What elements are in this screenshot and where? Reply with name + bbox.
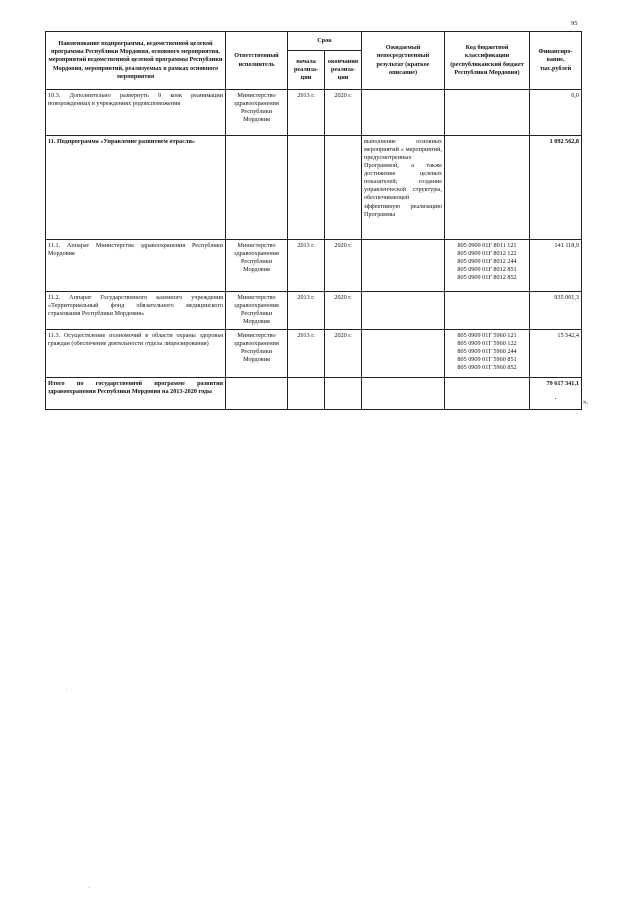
row-name: 11.3. Осуществление полномочий в области охраны здоровья граждан (обеспечение деятельности отдела лицензирования) xyxy=(46,330,226,378)
total-mark: . xyxy=(554,394,557,402)
budget-code: 805 0909 01Г 8011 121 xyxy=(457,242,517,249)
page-number: 95 xyxy=(571,20,578,27)
row-result xyxy=(362,292,445,330)
program-table xyxy=(45,31,582,410)
row-end: 2020 г. xyxy=(325,240,362,292)
budget-code: 805 0909 01Г 5960 122 xyxy=(457,340,517,348)
budget-code: 805 0909 01Г 8012 852 xyxy=(457,274,517,282)
row-responsible xyxy=(226,136,288,240)
total-name: Итого по государственной программе развития здравоохранения Республики Мордовия на 2013-2020 годы xyxy=(46,378,226,410)
row-finance: 15 542,4 xyxy=(530,330,582,378)
row-start: 2013 г. xyxy=(288,90,325,136)
table-row xyxy=(46,292,582,330)
row-end: 2020 г. xyxy=(325,330,362,378)
budget-code: 805 0909 01Г 8012 851 xyxy=(457,266,517,274)
total-finance: 79 617 341,1 xyxy=(546,380,580,387)
scan-speck: . xyxy=(88,884,90,890)
row-codes xyxy=(445,292,530,330)
row-codes xyxy=(445,90,530,136)
row-result xyxy=(362,240,445,292)
header-finance: Финансиро-вание, тыс.рублей xyxy=(530,32,582,90)
budget-code: 805 0909 01Г 5960 852 xyxy=(457,364,517,372)
table-row xyxy=(46,136,582,240)
header-term: Срок xyxy=(288,32,362,51)
row-codes xyxy=(445,240,530,292)
row-name: 10.3. Дополнительно развернуть 9 коек реанимации новорожденных в учреждениях родовспоможения xyxy=(46,90,226,136)
row-start: 2013 г. xyxy=(288,240,325,292)
row-name: 11.2. Аппарат Государственного казенного учреждения «Территориальный фонд обязательного медицинского страхования Республики Мордовия» xyxy=(46,292,226,330)
row-responsible: Министерство здравоохранения Республики Мордовия xyxy=(226,90,288,136)
row-finance: 935 001,3 xyxy=(530,292,582,330)
row-responsible: Министерство здравоохранения Республики Мордовия xyxy=(226,292,288,330)
row-start xyxy=(288,136,325,240)
budget-code: 805 0909 01Г 5960 121 xyxy=(457,332,517,339)
row-end: 2020 г. xyxy=(325,292,362,330)
budget-code: 805 0909 01Г 8012 244 xyxy=(457,258,517,266)
budget-code: 805 0909 01Г 5960 851 xyxy=(457,356,517,364)
table-row xyxy=(46,90,582,136)
table-row xyxy=(46,240,582,292)
row-start: 2013 г. xyxy=(288,330,325,378)
budget-code: 805 0909 01Г 5960 244 xyxy=(457,348,517,356)
row-name: 11.1. Аппарат Министерства здравоохранения Республики Мордовия xyxy=(46,240,226,292)
row-responsible: Министерство здравоохранения Республики Мордовия xyxy=(226,330,288,378)
row-finance: 1 092 562,8 xyxy=(530,136,582,240)
header-result: Ожидаемый непосредственный результат (краткое описание) xyxy=(362,32,445,90)
total-row xyxy=(46,378,582,410)
row-end: 2020 г. xyxy=(325,90,362,136)
header-row xyxy=(46,32,582,51)
row-start: 2013 г. xyxy=(288,292,325,330)
row-finance: 141 118,9 xyxy=(530,240,582,292)
closing-quote: ». xyxy=(583,398,589,406)
total-finance-cell xyxy=(530,378,582,410)
row-end xyxy=(325,136,362,240)
row-name: 11. Подпрограмма «Управление развитием отрасли» xyxy=(46,136,226,240)
row-result: выполнение основных мероприятий « мероприятий, предусмотренных Программой, а также достижение целевых показателей; создание управленческой структуры, обеспечивающей эффективную реализацию Программы xyxy=(362,136,445,240)
row-result xyxy=(362,90,445,136)
header-code: Код бюджетной классификации (республиканский бюджет Республики Мордовия) xyxy=(445,32,530,90)
row-responsible: Министерство здравоохранения Республики Мордовия xyxy=(226,240,288,292)
header-name: Наименование подпрограммы, ведомственной целевой программы Республики Мордовия, основного мероприятия, мероприятий ведомственной целевой программы Республики Мордовия, мероприятий, реализуемых в рамках основного мероприятия xyxy=(46,32,226,90)
scan-speck: . xyxy=(66,686,68,692)
row-codes xyxy=(445,330,530,378)
header-responsible: Ответственный исполнитель xyxy=(226,32,288,90)
header-term-start: начала реализа-ции xyxy=(288,51,325,90)
row-codes xyxy=(445,136,530,240)
row-result xyxy=(362,330,445,378)
header-term-end: окончания реализа-ции xyxy=(325,51,362,90)
table-row xyxy=(46,330,582,378)
row-finance: 0,0 xyxy=(530,90,582,136)
budget-code: 805 0909 01Г 8012 122 xyxy=(457,250,517,258)
